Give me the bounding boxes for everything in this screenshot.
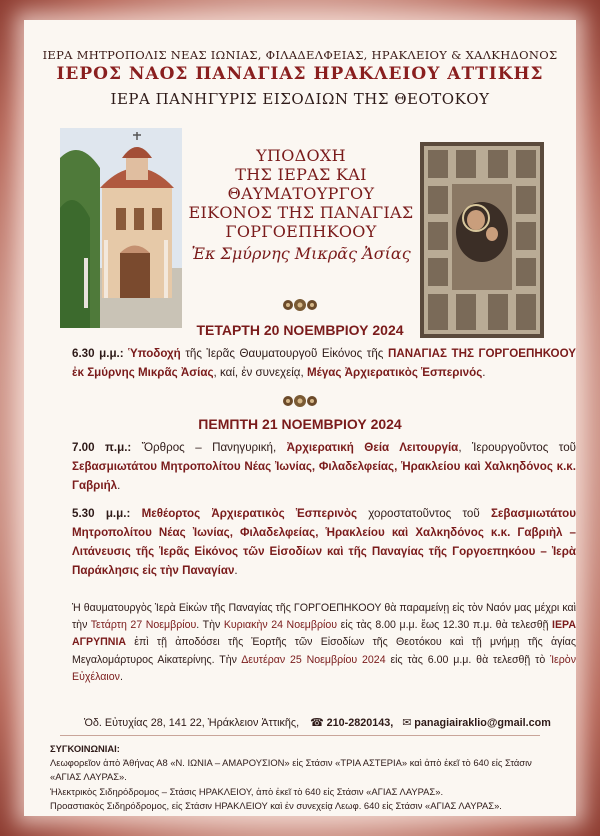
day1-t2: τῆς (180, 347, 207, 360)
day2-a3: , Ἱερουργοῦντος τοῦ (458, 441, 576, 454)
church-heading: ΙΕΡΟΣ ΝΑΟΣ ΠΑΝΑΓΙΑΣ ΗΡΑΚΛΕΙΟΥ ΑΤΤΙΚΗΣ (56, 64, 544, 84)
metropolis-heading: ΙΕΡΑ ΜΗΤΡΟΠΟΛΙΣ ΝΕΑΣ ΙΩΝΙΑΣ, ΦΙΛΑΔΕΛΦΕΙΑΣ, ΗΡΑΚΛΕΙΟΥ & ΧΑΛΚΗΔΟΝΟΣ (42, 48, 558, 62)
day2-a2: Ἀρχιερατική Θεία Λειτουργία (286, 441, 459, 454)
note-n3: . Τὴν (196, 619, 224, 632)
email-icon: ✉ (402, 717, 412, 729)
title-line: ΤΗΣ ΙΕΡΑΣ ΚΑΙ (235, 165, 367, 184)
church-photo (60, 128, 182, 328)
day2-a5: . (117, 479, 121, 492)
note-n10: Ἱερὸν Εὐχέλαιον (72, 653, 576, 683)
title-line: ΥΠΟΔΟΧΗ (256, 146, 346, 165)
day2-a1: Ὄρθρος – Πανηγυρική, (131, 441, 287, 454)
note-n5: εἰς τὰς 8.00 μ.μ. ἕως 12.30 π.μ. θὰ τελεσθῇ (337, 619, 553, 632)
icon-origin: Ἐκ Σμύρνης Μικρᾶς Ἀσίας (191, 244, 411, 263)
day2-morning (72, 438, 576, 495)
day1-t4: ΠΑΝΑΓΙΑΣ ΤΗΣ ΓΟΡΓΟΕΠΗΚΟΟΥ (387, 347, 577, 360)
day2-b2: χοροστατοῦντος τοῦ (356, 507, 491, 520)
virgin-icon (420, 142, 544, 338)
transport-line: Ἠλεκτρικὸς Σιδηρόδρομος – Στάσις ΗΡΑΚΛΕΙΟΥ, ἀπὸ ἐκεῖ τὸ 640 εἰς Στάσιν «ΑΓΙΑΣ ΛΑΥΡΑΣ». (50, 785, 444, 797)
note-n1: Ἡ θαυματουργὸς Ἱερὰ Εἰκὼν τῆς Παναγίας τῆς ΓΟΡΓΟΕΠΗΚΟΟΥ θὰ παραμείνῃ εἰς τὸν Ναόν μας μέχρι καὶ τὴν (72, 602, 576, 632)
separator (60, 735, 540, 736)
day2-evening (72, 504, 576, 580)
contact-line (84, 716, 574, 729)
note-n9: εἰς τὰς 6.00 μ.μ. θὰ τελεσθῇ τὸ (385, 653, 551, 666)
feast-heading: ΙΕΡΑ ΠΑΝΗΓΥΡΙΣ ΕΙΣΟΔΙΩΝ ΤΗΣ ΘΕΟΤΟΚΟΥ (110, 90, 490, 108)
poster (24, 20, 576, 816)
note-n2: Τετάρτη 27 Νοεμβρίου (90, 619, 197, 632)
day2-a4: Σεβασμιωτάτου Μητροπολίτου Νέας Ἰωνίας, Φιλαδελφείας, Ἡρακλείου καὶ Χαλκηδόνος κ.κ. Γαβριήλ (72, 460, 576, 492)
floral-ornament-icon (280, 394, 320, 408)
title-line: ΘΑΥΜΑΤΟΥΡΓΟΥ (227, 184, 375, 203)
note-n7: ἐπὶ τῇ ἀποδόσει τῆς Ἑορτῆς τῶν Εἰσοδίων τῆς Θεοτόκου καὶ τῇ μνήμῃ τῆς ἁγίας Μεγαλομάρτυρος Αἰκατερίνης. Τὴν (72, 636, 576, 666)
transport-line: Λεωφορεῖον ἀπὸ Ἀθήνας Α8 «Ν. ΙΩΝΙΑ – ΑΜΑΡΟΥΣΙΟΝ» εἰς Στάσιν «ΤΡΙΑ ΑΣΤΕΡΙΑ» καὶ ἀπὸ ἐκεῖ τὸ 640 εἰς Στάσιν «ΑΓΙΑΣ ΛΑΥΡΑΣ». (50, 757, 532, 783)
day1-t1: Ὑποδοχή (123, 347, 181, 360)
phone[interactable]: 210-2820143, (326, 717, 394, 729)
announcement (72, 600, 576, 686)
title-line: ΓΟΡΓΟΕΠΗΚΟΟΥ (225, 222, 377, 241)
note-n4: Κυριακὴν 24 Νοεμβρίου (223, 619, 338, 632)
floral-ornament-icon (280, 298, 320, 312)
note-n6: ΙΕΡΑ ΑΓΡΥΠΝΙΑ (72, 619, 576, 649)
day1-t3: Ἱερᾶς Θαυματουργοῦ Εἰκόνος τῆς (206, 347, 388, 360)
email[interactable]: panagiairaklio@gmail.com (414, 717, 551, 729)
day2-b3: Σεβασμιωτάτου Μητροπολίτου Νέας Ἰωνίας, Φιλαδελφείας, Ἡρακλείου καὶ Χαλκηδόνος κ.κ. Γαβριὴλ – Λιτάνευσις τῆς Ἱερᾶς Εἰκόνος τῶν Εἰσοδίων καὶ τῆς Παναγίας τῆς Γοργοεπηκόου – Ἱερὰ Παράκλησις εἰς τὴν Παναγίαν (72, 507, 576, 577)
day2-heading: ΠΕΜΠΤΗ 21 ΝΟΕΜΒΡΙΟΥ 2024 (198, 416, 402, 432)
phone-icon: ☎ (310, 717, 324, 729)
main-title (184, 146, 418, 241)
day2-time2: 5.30 μ.μ.: (72, 507, 131, 520)
note-n11: . (119, 670, 123, 683)
address: Ὁδ. Εὐτυχίας 28, 141 22, Ἡράκλειον Ἀττικῆς, (84, 717, 300, 729)
note-n8: Δευτέραν 25 Νοεμβρίου 2024 (241, 653, 386, 666)
day2-b4: . (234, 564, 238, 577)
transport-info (50, 742, 550, 813)
day1-text (72, 344, 576, 382)
transport-heading: ΣΥΓΚΟΙΝΩΝΙΑΙ: (50, 743, 120, 754)
day2-b1: Μεθέορτος Ἀρχιερατικὸς Ἑσπερινὸς (130, 507, 357, 520)
day1-time: 6.30 μ.μ.: (72, 347, 124, 360)
day1-heading: ΤΕΤΑΡΤΗ 20 ΝΟΕΜΒΡΙΟΥ 2024 (196, 322, 404, 338)
day1-t8: . (482, 366, 486, 379)
day1-t6: , καί, ἐν συνεχείᾳ, (213, 366, 307, 379)
day1-t7: Μέγας Ἀρχιερατικὸς Ἑσπερινός (306, 366, 483, 379)
day2-time1: 7.00 π.μ.: (72, 441, 132, 454)
title-line: ΕΙΚΟΝΟΣ ΤΗΣ ΠΑΝΑΓΙΑΣ (188, 203, 414, 222)
transport-line: Προαστιακὸς Σιδηρόδρομος, εἰς Στάσιν ΗΡΑΚΛΕΙΟΥ καὶ ἐν συνεχείᾳ Λεωφ. 640 εἰς Στάσιν «ΑΓΙΑΣ ΛΑΥΡΑΣ». (50, 799, 502, 811)
day1-t5: ἐκ Σμύρνης Μικρᾶς Ἀσίας (72, 366, 214, 379)
